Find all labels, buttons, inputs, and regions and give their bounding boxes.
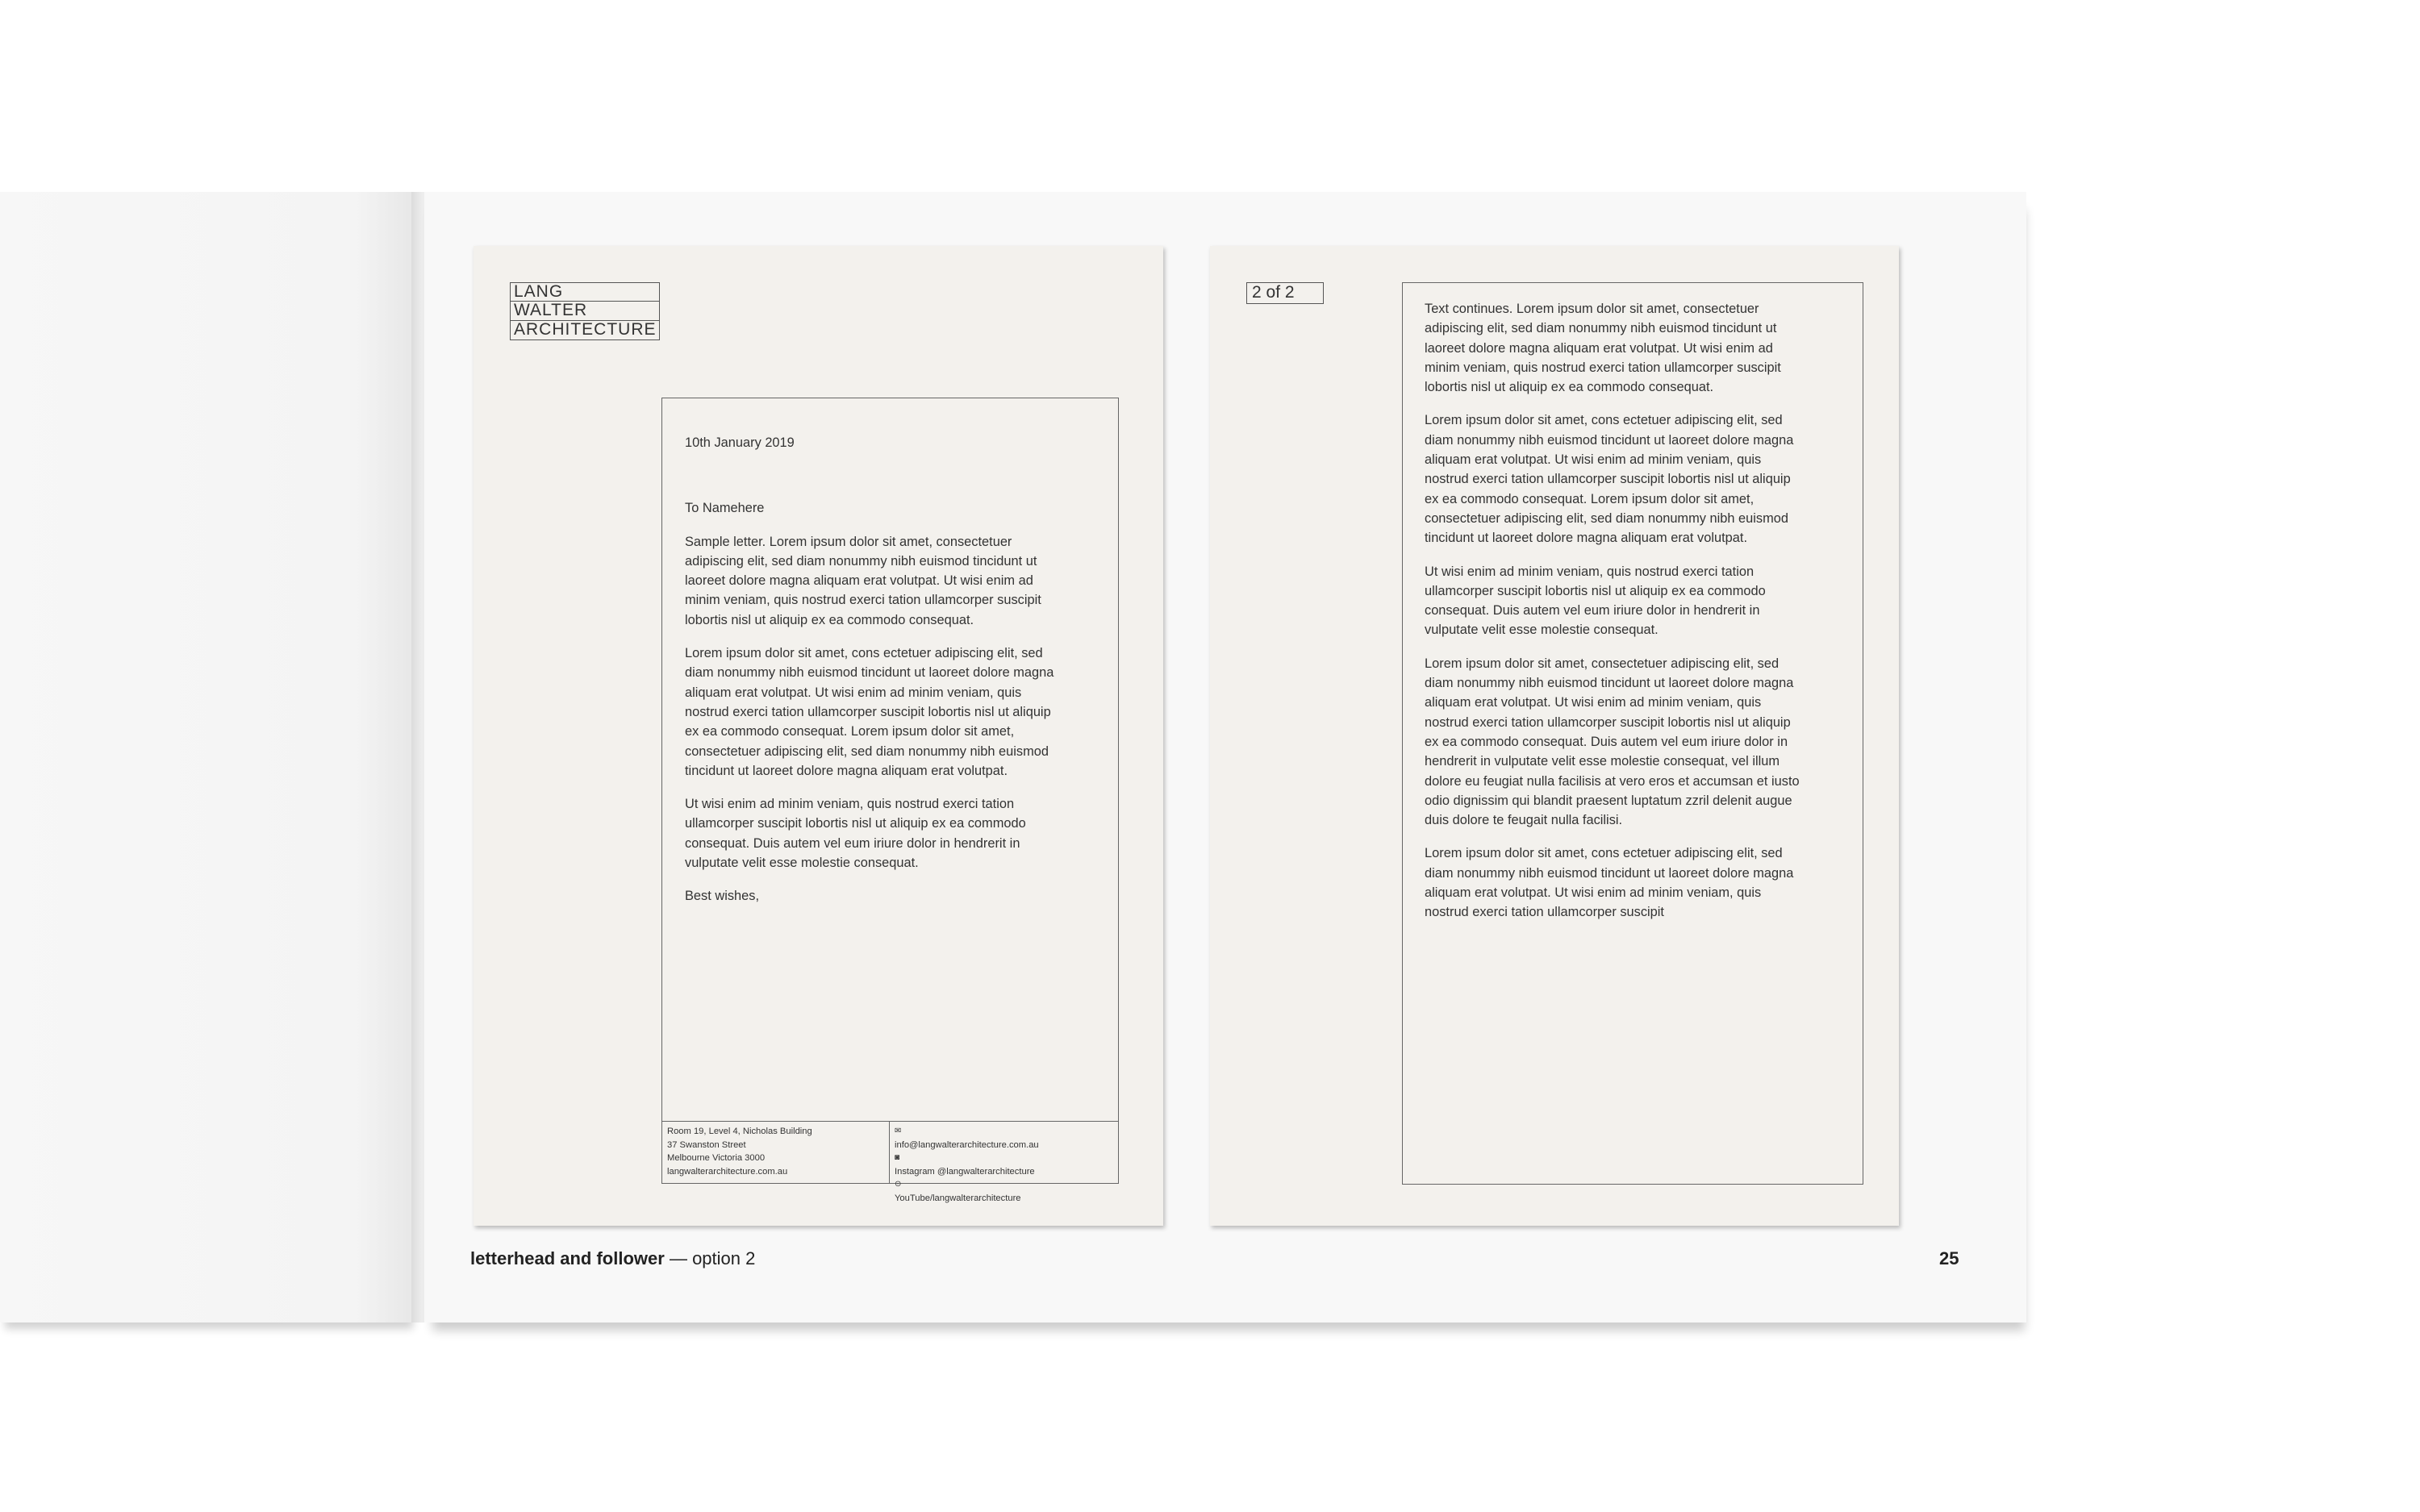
letter-paragraph: Sample letter. Lorem ipsum dolor sit amet, consectetuer adipiscing elit, sed diam nonummy nibh euismod tincidunt ut laoreet dolore magna aliquam erat volutpat. Ut wisi enim ad minim veniam, quis nostrud exerci tation ullamcorper suscipit lobortis nisl ut aliquip ex ea commodo consequat. bbox=[685, 534, 1041, 627]
logo bbox=[510, 282, 660, 340]
footer-contact bbox=[890, 1121, 1119, 1203]
follower-paragraph: Lorem ipsum dolor sit amet, cons ectetuer adipiscing elit, sed diam nonummy nibh euismod tincidunt ut laoreet dolore magna aliquam erat volutpat. Ut wisi enim ad minim veniam, quis nostrud exerci tation ullamcorper suscipit lobortis nisl ut aliquip ex ea commodo consequat. Lorem ipsum dolor sit amet, consectetuer adipiscing elit, sed diam nonummy nibh euismod tincidunt ut laoreet dolore magna aliquam erat volutpat. bbox=[1425, 413, 1794, 546]
letter-paragraph: Ut wisi enim ad minim veniam, quis nostrud exerci tation ullamcorper suscipit lobortis nisl ut aliquip ex ea commodo consequat. Duis autem vel eum iriure dolor in hendrerit in vulputate velit esse molestie consequat. bbox=[685, 797, 1026, 871]
email-line bbox=[895, 1125, 1113, 1152]
logo-line-2: WALTER bbox=[510, 302, 660, 321]
address-line: Melbourne Victoria 3000 bbox=[667, 1153, 766, 1163]
email-text: info@langwalterarchitecture.com.au bbox=[895, 1139, 1039, 1150]
letter-date: 10th January 2019 bbox=[685, 435, 795, 450]
caption-separator: — bbox=[664, 1248, 693, 1268]
instagram-icon: ◙ bbox=[895, 1153, 900, 1162]
letter-body bbox=[685, 433, 1064, 920]
follower-paragraph: Text continues. Lorem ipsum dolor sit amet, consectetuer adipiscing elit, sed diam nonummy nibh euismod tincidunt ut laoreet dolore magna aliquam erat volutpat. Ut wisi enim ad minim veniam, quis nostrud exerci tation ullamcorper suscipit lobortis nisl ut aliquip ex ea commodo consequat. bbox=[1425, 302, 1781, 395]
address-line: Room 19, Level 4, Nicholas Building bbox=[667, 1127, 812, 1136]
footer-address bbox=[661, 1121, 890, 1184]
follower-paragraph: Lorem ipsum dolor sit amet, consectetuer adipiscing elit, sed diam nonummy nibh euismod tincidunt ut laoreet dolore magna aliquam erat volutpat. Ut wisi enim ad minim veniam, quis nostrud exerci tation ullamcorper suscipit lobortis nisl ut aliquip ex ea commodo consequat. Duis autem vel eum iriure dolor in hendrerit in vulputate velit esse molestie consequat, vel illum dolore eu feugiat nulla facilisis at vero eros et accumsan et iusto odio dignissim qui blandit praesent luptatum zzril delenit augue duis dolore te feugait nulla facilisi. bbox=[1425, 656, 1800, 828]
instagram-line bbox=[895, 1152, 1113, 1178]
letterhead-sheet bbox=[474, 246, 1163, 1226]
youtube-text: YouTube/langwalterarchitecture bbox=[895, 1193, 1021, 1203]
caption-subtitle: option 2 bbox=[692, 1248, 756, 1268]
page-number: 25 bbox=[1939, 1248, 1959, 1268]
follower-paragraph: Lorem ipsum dolor sit amet, cons ectetuer adipiscing elit, sed diam nonummy nibh euismod tincidunt ut laoreet dolore magna aliquam erat volutpat. Ut wisi enim ad minim veniam, quis nostrud exerci tation ullamcorper suscipit bbox=[1425, 846, 1794, 920]
logo-line-3: ARCHITECTURE bbox=[510, 321, 660, 340]
website-line: langwalterarchitecture.com.au bbox=[667, 1166, 788, 1177]
page-caption bbox=[470, 1248, 755, 1269]
mail-icon: ✉ bbox=[895, 1127, 902, 1135]
page-tag: 2 of 2 bbox=[1246, 282, 1324, 304]
letter-signoff: Best wishes, bbox=[685, 889, 760, 904]
address-line: 37 Swanston Street bbox=[667, 1139, 746, 1150]
logo-line-1: LANG bbox=[510, 282, 660, 302]
youtube-icon: ⊙ bbox=[895, 1180, 902, 1189]
instagram-text: Instagram @langwalterarchitecture bbox=[895, 1166, 1035, 1177]
letter-paragraph: Lorem ipsum dolor sit amet, cons ectetuer adipiscing elit, sed diam nonummy nibh euismod tincidunt ut laoreet dolore magna aliquam erat volutpat. Ut wisi enim ad minim veniam, quis nostrud exerci tation ullamcorper suscipit lobortis nisl ut aliquip ex ea commodo consequat. Lorem ipsum dolor sit amet, consectetuer adipiscing elit, sed diam nonummy nibh euismod tincidunt ut laoreet dolore magna aliquam erat volutpat. bbox=[685, 646, 1054, 778]
caption-title: letterhead and follower bbox=[470, 1248, 665, 1268]
book-left-page bbox=[0, 192, 418, 1322]
youtube-line bbox=[895, 1178, 1113, 1205]
follower-paragraph: Ut wisi enim ad minim veniam, quis nostrud exerci tation ullamcorper suscipit lobortis nisl ut aliquip ex ea commodo consequat. Duis autem vel eum iriure dolor in hendrerit in vulputate velit esse molestie consequat. bbox=[1425, 564, 1766, 638]
follower-body bbox=[1425, 299, 1804, 936]
follower-sheet bbox=[1210, 246, 1899, 1226]
letter-salutation: To Namehere bbox=[685, 501, 765, 516]
